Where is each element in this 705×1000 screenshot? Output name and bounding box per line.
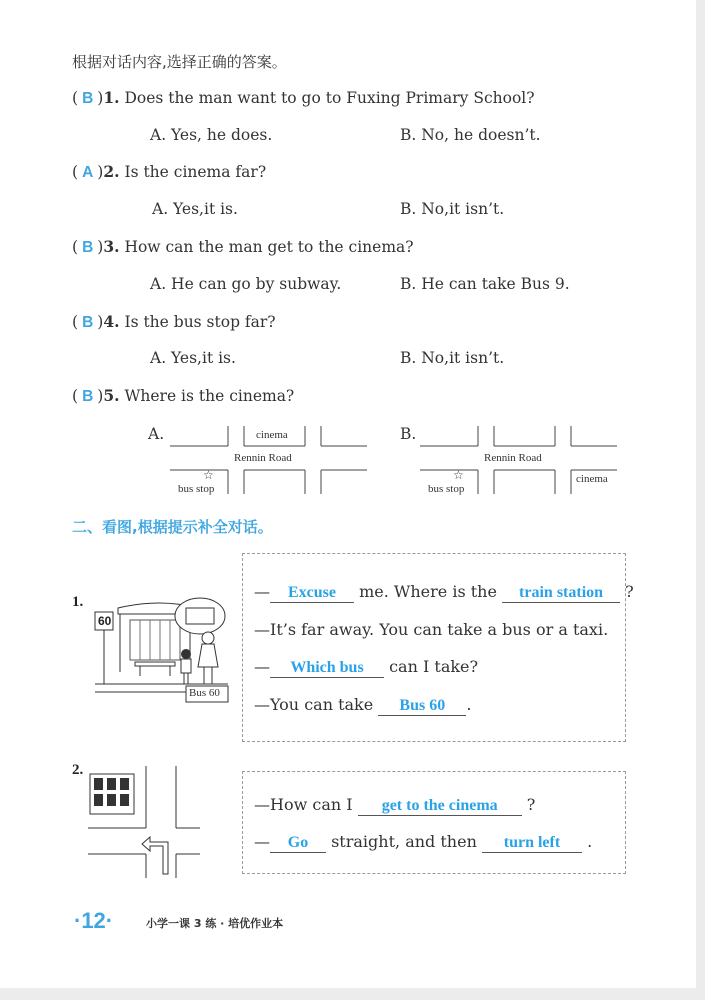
question-3: ( B )3. How can the man get to the cinema? xyxy=(72,237,414,256)
ex2-blank-1[interactable]: get to the cinema xyxy=(358,797,522,816)
ex1-line-2: —It’s far away. You can take a bus or a taxi. xyxy=(254,620,609,639)
map-b-bus-stop: bus stop xyxy=(428,483,465,495)
question-2: ( A )2. Is the cinema far? xyxy=(72,162,267,181)
bus-sign-number: 60 xyxy=(98,614,112,628)
answer-3[interactable]: B xyxy=(82,239,94,256)
question-1: ( B )1. Does the man want to go to Fuxing Primary School? xyxy=(72,88,535,107)
bus-stop-illustration xyxy=(90,592,230,704)
ex1-blank-1[interactable]: Excuse xyxy=(270,584,354,603)
q1-option-b: B. No, he doesn’t. xyxy=(400,126,541,144)
map-a-cinema: cinema xyxy=(256,429,288,441)
page-edge-bottom xyxy=(0,988,705,1000)
ex1-line-1: — Excuse me. Where is the train station ? xyxy=(254,582,634,601)
map-b[interactable] xyxy=(420,424,620,496)
map-a[interactable] xyxy=(170,424,370,496)
q4-option-b: B. No,it isn’t. xyxy=(400,349,505,367)
ex2-blank-3[interactable]: turn left xyxy=(482,834,582,853)
answer-2[interactable]: A xyxy=(82,164,94,181)
footer-text: 小学一课 3 练 · 培优作业本 xyxy=(146,917,284,930)
crossroad-illustration xyxy=(88,766,202,878)
map-a-road: Rennin Road xyxy=(234,452,292,464)
ex2-line-1: —How can I get to the cinema ? xyxy=(254,795,536,814)
ex1-blank-4[interactable]: Bus 60 xyxy=(378,697,466,716)
ex1-line-3: — Which bus can I take? xyxy=(254,657,479,676)
crossroad-map-icon xyxy=(88,766,202,878)
answer-1[interactable]: B xyxy=(82,90,94,107)
q1-option-a: A. Yes, he does. xyxy=(150,126,273,144)
star-icon: ☆ xyxy=(453,468,464,482)
q5-option-b-label: B. xyxy=(400,425,417,443)
answer-5[interactable]: B xyxy=(82,388,94,405)
ex1-line-4: —You can take Bus 60 . xyxy=(254,695,472,714)
page-edge-right xyxy=(696,0,705,1000)
ex1-blank-2[interactable]: train station xyxy=(502,584,620,603)
ex2-blank-2[interactable]: Go xyxy=(270,834,326,853)
map-a-bus-stop: bus stop xyxy=(178,483,215,495)
dialog-box-2 xyxy=(242,771,626,874)
question-5: ( B )5. Where is the cinema? xyxy=(72,386,295,405)
q2-option-a: A. Yes,it is. xyxy=(152,200,238,218)
ex1-blank-3[interactable]: Which bus xyxy=(270,659,384,678)
page-number: ·12· xyxy=(74,908,114,933)
q3-option-a: A. He can go by subway. xyxy=(150,275,342,293)
answer-4[interactable]: B xyxy=(82,314,94,331)
map-b-cinema: cinema xyxy=(576,473,608,485)
bus-60-label: Bus 60 xyxy=(189,687,220,699)
q5-option-a-label: A. xyxy=(148,425,165,443)
exercise-1-number: 1. xyxy=(72,594,84,610)
instruction: 根据对话内容,选择正确的答案。 xyxy=(72,53,287,71)
q2-option-b: B. No,it isn’t. xyxy=(400,200,505,218)
map-b-road: Rennin Road xyxy=(484,452,542,464)
section-2-title: 二、看图,根据提示补全对话。 xyxy=(72,518,273,536)
ex2-line-2: — Go straight, and then turn left . xyxy=(254,832,593,851)
star-icon: ☆ xyxy=(203,468,214,482)
exercise-2-number: 2. xyxy=(72,762,84,778)
q3-option-b: B. He can take Bus 9. xyxy=(400,275,570,293)
q4-option-a: A. Yes,it is. xyxy=(150,349,236,367)
question-4: ( B )4. Is the bus stop far? xyxy=(72,312,276,331)
